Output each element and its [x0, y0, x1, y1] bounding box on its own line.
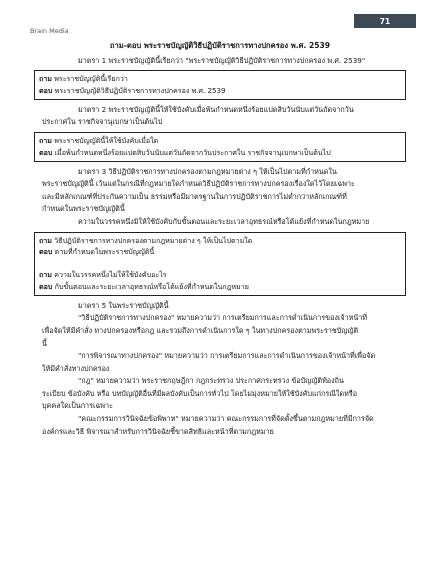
section-5-line-4: นี้ [42, 338, 47, 348]
section-5-line-10: "คณะกรรมการวินิจฉัยข้อพิพาท" หมายความว่า คณะกรรมการที่จัดตั้งขึ้นตามกฎหมายที่มีการจัด [78, 414, 374, 424]
qa-answer [39, 85, 401, 97]
document-title: ถาม-ตอบ พระราชบัญญัติวิธีปฏิบัติราชการทางปกครอง พ.ศ. 2539 [109, 41, 331, 50]
answer-label: ตอบ [39, 281, 53, 291]
question-text: วิธีปฏิบัติราชการทางปกครองตามกฎหมายต่าง ๆ ให้เป็นไปตามใด [51, 235, 253, 245]
question-text: ความในวรรคหนึ่งไม่ให้ใช้บังคับอะไร [51, 270, 167, 280]
section-1: มาตรา 1 พระราชบัญญัตินี้เรียกว่า "พระราชบัญญัติวิธีปฏิบัติราชการทางปกครอง พ.ศ. 2539" [78, 55, 366, 65]
section-5-line-11: องค์กรและวิธี พิจารณาสำหรับการวินิจฉัยชี้ขาดสิทธิและหน้าที่ตามกฎหมาย [42, 426, 274, 436]
qa-question [39, 135, 401, 147]
question-label: ถาม [39, 270, 52, 280]
question-text: พระราชบัญญัตินี้ให้ใช้บังคับเมื่อใด [51, 135, 159, 145]
question-label: ถาม [39, 74, 52, 84]
section-2-line-1: มาตรา 2 พระราชบัญญัตินี้ให้ใช้บังคับเมื่อพ้นกำหนดหนึ่งร้อยแปดสิบวันนับแต่วันถัดจากวัน [78, 104, 354, 114]
qa-answer [39, 281, 401, 293]
qa-spacer [39, 258, 401, 269]
qa-question [39, 269, 401, 281]
qa-question [39, 73, 401, 85]
section-5-line-7: "กฎ" หมายความว่า พระราชกฤษฎีกา กฎกระทรวง ประกาศกระทรวง ข้อบัญญัติท้องถิ่น [78, 376, 344, 386]
section-3-line-3: และมีหลักเกณฑ์ที่ประกันความเป็น ธรรมหรือมีมาตรฐานในการปฏิบัติราชการไม่ต่ำกว่าหลักเกณฑ์ที่ [42, 191, 347, 201]
page-content [39, 40, 398, 438]
page-number: 71 [354, 14, 416, 28]
section-5-line-1: มาตรา 5 ในพระราชบัญญัตินี้ [78, 300, 169, 310]
section-3-line-2: พระราชบัญญัตินี้ เว้นแต่ในกรณีที่กฎหมายใดกำหนดวิธีปฏิบัติราชการทางปกครองเรื่องใดไว้โดยเฉพาะ [42, 179, 355, 189]
answer-text: ตามที่กำหนดในพระราชบัญญัตินี้ [52, 247, 155, 257]
qa-box-3 [34, 232, 406, 296]
answer-label: ตอบ [39, 85, 53, 95]
section-2-line-2: ประกาศใน ราชกิจจานุเบกษาเป็นต้นไป [42, 117, 163, 127]
section-3-line-4: กำหนดในพระราชบัญญัตินี้ [42, 204, 125, 214]
brand-label: Brain Media [30, 27, 69, 35]
section-3-line-5: ความในวรรคหนึ่งมิให้ใช้บังคับกับขั้นตอนและระยะเวลาอุทธรณ์หรือโต้แย้งที่กำหนดในกฎหมาย [78, 216, 370, 226]
section-5-line-6: ให้มีคำสั่งทางปกครอง [42, 363, 110, 373]
qa-answer [39, 147, 401, 159]
answer-label: ตอบ [39, 147, 53, 157]
section-5-line-3: เพื่อจัดให้มีคำสั่ง ทางปกครองหรือกฎ และรวมถึงการดำเนินการใด ๆ ในทางปกครองตามพระราชบัญญัติ [42, 325, 359, 335]
qa-box-1 [34, 70, 406, 100]
question-label: ถาม [39, 235, 52, 245]
page-header [0, 14, 431, 35]
qa-question [39, 235, 401, 247]
answer-label: ตอบ [39, 247, 53, 257]
section-5-line-8: ระเบียบ ข้อบังคับ หรือ บทบัญญัติอื่นที่มีผลบังคับเป็นการทั่วไป โดยไม่มุ่งหมายให้ใช้บังคับแก่กรณีใดหรือ [42, 388, 358, 398]
section-5-line-2: "วิธีปฏิบัติราชการทางปกครอง" หมายความว่า การเตรียมการและการดำเนินการของเจ้าหน้าที่ [78, 313, 368, 323]
answer-text: พระราชบัญญัติวิธีปฏิบัติราชการทางปกครอง พ.ศ. 2539 [52, 85, 226, 95]
section-5-line-5: "การพิจารณาทางปกครอง" หมายความว่า การเตรียมการและการดำเนินการของเจ้าหน้าที่เพื่อจัด [78, 351, 376, 361]
section-5-line-9: บุคคลใดเป็นการเฉพาะ [42, 401, 113, 411]
question-text: พระราชบัญญัตินี้เรียกว่า [51, 74, 128, 84]
qa-answer [39, 246, 401, 258]
question-label: ถาม [39, 135, 52, 145]
answer-text: กับขั้นตอนและระยะเวลาอุทธรณ์หรือโต้แย้งที่กำหนดในกฎหมาย [52, 281, 249, 291]
section-3-line-1: มาตรา 3 วิธีปฏิบัติราชการทางปกครองตามกฎหมายต่าง ๆ ให้เป็นไปตามที่กำหนดใน [78, 166, 337, 176]
qa-box-2 [34, 132, 406, 162]
answer-text: เมื่อพ้นกำหนดหนึ่งร้อยแปดสิบวันนับแต่วันถัดจากวันประกาศใน ราชกิจจานุเบกษาเป็นต้นไป [52, 147, 331, 157]
